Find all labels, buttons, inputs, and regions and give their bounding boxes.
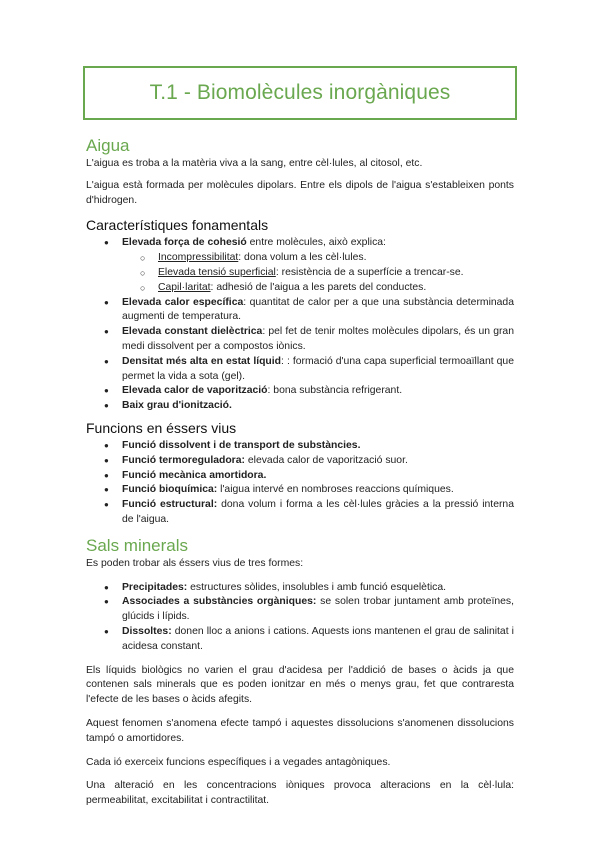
item-text: l'aigua intervé en nombroses reaccions químiques.	[217, 484, 454, 496]
item-bold: Elevada força de cohesió	[122, 237, 247, 249]
list-item	[122, 355, 514, 385]
item-bold: Baix grau d'ionització.	[122, 400, 232, 412]
sublist-item	[158, 251, 514, 266]
list-item	[122, 236, 514, 295]
item-underlined: Elevada tensió superficial	[158, 266, 276, 278]
item-text: : adhesió de l'aigua a les parets del conductes.	[210, 281, 427, 293]
item-bold: Funció termoreguladora:	[122, 454, 245, 466]
item-bold: Densitat més alta en estat líquid	[122, 355, 282, 367]
item-bold: Elevada calor específica	[122, 296, 244, 308]
item-text: estructures sòlides, insolubles i amb funció esquelètica.	[187, 581, 447, 593]
paragraph: Una alteració en les concentracions iòniques provoca alteracions en la cèl·lula: permeabilitat, excitabilitat i contractilitat.	[86, 780, 514, 807]
paragraph: Aquest fenomen s'anomena efecte tampó i aquestes dissolucions s'anomenen dissolucions tampó o amortidores.	[86, 717, 514, 744]
paragraph: Cada ió exerceix funcions específiques i a vegades antagòniques.	[86, 756, 391, 768]
funcions-list	[122, 439, 514, 528]
list-item	[122, 581, 514, 596]
list-item	[122, 399, 514, 414]
subheading-funcions: Funcions en éssers vius	[86, 419, 237, 436]
item-text: : dona volum a les cèl·lules.	[238, 252, 367, 264]
item-bold: Elevada calor de vaporització	[122, 385, 268, 397]
list-item	[122, 454, 514, 469]
list-item	[122, 439, 514, 454]
item-bold: Funció mecànica amortidora.	[122, 469, 267, 481]
item-text: : pel fet de tenir moltes molècules dipolars, és un gran medi dissolvent per a compostos iònics.	[122, 326, 514, 352]
list-item	[122, 483, 514, 498]
item-bold: Elevada constant dielèctrica	[122, 326, 263, 338]
item-bold: Funció bioquímica:	[122, 484, 218, 496]
item-text: elevada calor de vaporització suor.	[244, 454, 408, 466]
item-underlined: Capil·laritat	[158, 281, 211, 293]
list-item	[122, 384, 514, 399]
list-item	[122, 498, 514, 528]
subheading-caracteristiques: Característiques fonamentals	[86, 217, 269, 234]
item-bold: Precipitades:	[122, 581, 188, 593]
item-bold: Associades a substàncies orgàniques:	[122, 596, 317, 608]
item-bold: Dissoltes:	[122, 625, 172, 637]
item-text: : bona substància refrigerant.	[267, 385, 403, 397]
section-heading-aigua: Aigua	[86, 136, 130, 155]
sublist-item	[158, 266, 514, 281]
item-text: dona volum i forma a les cèl·lules gràcies a la pressió interna de l'aigua.	[122, 499, 514, 525]
list-item	[122, 469, 514, 484]
paragraph: Els líquids biològics no varien el grau d'acidesa per l'addició de bases o àcids ja que contenen sals minerals que es poden ionitzar en més o menys grau, fet que contraresta l'efecte de les bases o àcids afegits.	[86, 664, 514, 706]
item-text: entre molècules, això explica:	[246, 237, 386, 249]
sublist	[158, 251, 514, 295]
item-text: : resistència de a superfície a trencar-se.	[275, 266, 464, 278]
item-bold: Funció dissolvent i de transport de substàncies.	[122, 439, 361, 451]
paragraph: Es poden trobar als éssers vius de tres formes:	[86, 557, 304, 569]
list-item	[122, 325, 514, 355]
page-title: T.1 - Biomolècules inorgàniques	[149, 80, 451, 104]
sals-list	[122, 581, 514, 655]
list-item	[122, 595, 514, 625]
list-item	[122, 296, 514, 326]
paragraph: L'aigua es troba a la matèria viva a la sang, entre cèl·lules, al citosol, etc.	[86, 158, 423, 169]
item-text: se solen trobar juntament amb proteïnes, glúcids i lípids.	[122, 596, 514, 623]
title-box	[83, 66, 517, 120]
item-text: : : formació d'una capa superficial termoaïllant que permet la vida a sota (gel).	[122, 355, 514, 382]
item-underlined: Incompressibilitat	[158, 252, 239, 264]
document-body	[86, 136, 514, 818]
item-bold: Funció estructural:	[122, 499, 218, 511]
section-heading-sals: Sals minerals	[86, 535, 189, 555]
paragraph: L'aigua està formada per molècules dipolars. Entre els dipols de l'aigua s'estableixen ponts d'hidrogen.	[86, 179, 514, 206]
item-text: : quantitat de calor per a que una substància determinada augmenti de temperatura.	[122, 296, 514, 323]
caracteristiques-list	[122, 236, 514, 414]
spacer	[86, 528, 514, 536]
list-item	[122, 625, 514, 655]
sublist-item	[158, 281, 514, 296]
item-text: donen lloc a anions i cations. Aquests ions mantenen el grau de salinitat i acidesa constant.	[122, 625, 514, 652]
